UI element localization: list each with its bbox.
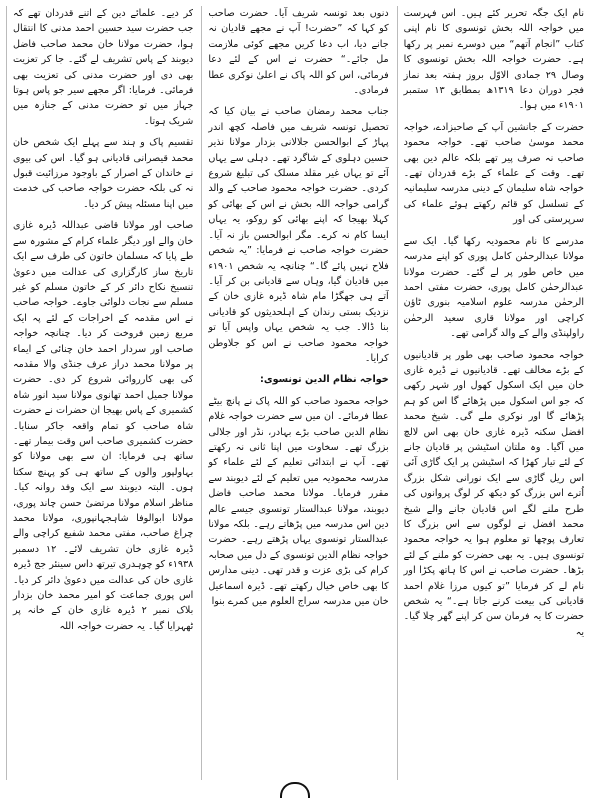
column-left [6,6,193,780]
paragraph: کر دیے۔ علمائے دین کے اتنے قدردان تھے کہ جب حضرت سید حسین احمد مدنی کا انتقال ہوا، حضرت مولانا خان محمد صاحب فاضل دیوبند کے پاس تشریف لے گئے۔ جا کر تعزیت بھی دی اور حضرت مدنی کی تعزیت بھی فرمائی۔ فرمایا: اگر مجھے سیر جو پاس ہوتا جہاز میں تو حضرت مدنی کے جنازہ میں شریک ہوتا۔ [13,8,194,127]
column-right [397,6,584,780]
paragraph: صاحب اور مولانا قاضی عبداللہ ڈیرہ غازی خان والے اور دیگر علماء کرام کے مشورہ سے طے پایا کہ مسلمان خاتون کی طرف سے ایک تاریخ ساز کارگزاری کی عدالت میں دعویٰ تنسیخ نکاح دائر کر کے خاتون مسلم کو غیر مسلم سے نجات دلوائی جاوے۔ خواجہ صاحب نے اس مقدمہ کے اخراجات کے لئے پہ ایک مربع زمین فروخت کر دیا۔ چنانچہ خواجہ صاحب اور سردار احمد خان چنائی کے ایماء پر مولانا محمد دراز عرف جنڈی والا مقدمہ کی بھی کارروائی شروع کر دی۔ حضرت مولانا جمیل احمد تھانوی مولانا سید انور شاہ کشمیری کے پاس بھیجا ان حضرات نے حضرت شاہ صاحب کو تمام واقعہ جاکر سنایا۔ حضرت کشمیری صاحب اس وقت بیمار تھے۔ ساتھ ہی فرمایا: ان سے بھی مولانا کو بہاولپور والوں کے ساتھ ہی کو پہنچ سکتا ہوں۔ البتہ دیوبند سے ایک وفد روانہ کیا۔ مناظر اسلام مولانا مرتضیٰ حسن چاند پوری، مولانا ابوالوفا شاہجہانپوری، مولانا محمد چراغ صاحب، مفتی محمد شفیع کراچی والے ڈیرہ غازی خان تشریف لائے۔ ۱۲ دسمبر ۱۹۳۸ء کو چوہدری تیرتھ داس سینئر جج ڈیرہ غازی خان کی عدالت میں دعویٰ دائر کر دیا۔ اس پوری جماعت کو امیر محمد خان بزدار بلاک نمبر ۲ ڈیرہ غازی خان کے خانہ پر ٹھہرایا گیا۔ یہ حضرت خواجہ اللہ [13,220,194,632]
section-heading: خواجہ نظام الدین تونسوی: [260,374,389,386]
paragraph: جناب محمد رمضان صاحب نے بیان کیا کہ تحصیل تونسہ شریف میں فاصلہ کچھ اندر پہاڑ کے ابوالحسن جلالانی بزدار مولانا نذیر حسین دہلوی کے شاگرد تھے۔ دہلی سے یہاں آئے تو یہاں غیر مقلد مسلک کی تبلیغ شروع کردی۔ حضرت خواجہ محمود صاحب کے والد گرامی خواجہ اللہ بخش نے اس کے بھائی کو کہلا بھیجا کہ اپنے بھائی کو روکو، یہ یہاں ایسا کام نہ کرے۔ مگر ابوالحسن باز نہ آیا۔ حضرت خواجہ صاحب نے فرمایا: ”یہ شخص فلاح نہیں پائے گا۔“ چنانچہ یہ شخص ۱۹۰۱ء میں قادیان گیا، وہاں سے قادیانی بن کر آیا۔ آتے ہی جھگڑا مام شاہ ڈیرہ غازی خان کے نزدیک بستی رندان کے اہلحدیثوں کو قادیانی بنا ڈالا۔ جب یہ شخص یہاں واپس آیا تو خواجہ محمود صاحب نے اس کو جلاوطن کرایا۔ [208,106,389,364]
paragraph: نام ایک جگہ تحریر کئے ہیں۔ اس فہرست میں خواجہ اللہ بخش تونسوی کا نام اپنی کتاب ”انجام آتھم“ میں دوسرے نمبر پر رکھا ہے۔ حضرت خواجہ اللہ بخش تونسوی کا وصال ۲۹ جمادی الاوّل بروز ہفتہ بعد نماز فجر دوران دعا ۱۳۱۹ھ بمطابق ۱۳ ستمبر ۱۹۰۱ء میں ہوا۔ [403,8,584,112]
paragraph: دنوں بعد تونسہ شریف آیا۔ حضرت صاحب کو کہا کہ ”حضرت! آپ نے مجھے قادیان نہ جانے دیا، اب دعا کریں مجھے کوئی ملازمت مل جائے۔“ حضرت نے اس کے لئے دعا فرمائی، اس کو اللہ پاک نے اعلیٰ نوکری عطا فرمادی۔ [208,8,389,97]
paragraph: خواجہ محمود صاحب بھی طور پر قادیانیوں کے بڑے مخالف تھے۔ قادیانیوں نے ڈیرہ غازی خان میں ایک اسکول کھول اور شہر رکھی کہ جو اس اسکول میں پڑھائے گا اس کو ہم پڑھائے گا اور نوکری ملے گی۔ شیخ محمد افضل سکنہ ڈیرہ غازی خان بھی اس لالچ میں آگیا۔ وہ ملتان اسٹیشن پر قادیان جانے کے لئے تیار کھڑا کہ اسٹیشن پر ایک گاڑی آئی اس ریل گاڑی سے ایک نورانی شکل بزرگ اُترے اس بزرگ کو دیکھ کر لوگ پروانوں کی طرح ملنے لگے اس قادیان جانے والے شیخ محمد افضل نے لوگوں سے اس بزرگ کا تعارف پوچھا تو معلوم ہوا یہ خواجہ محمود تونسوی ہیں۔ یہ بھی حضرت کو ملنے کے لئے بڑھا۔ حضرت صاحب نے اس کا ہاتھ پکڑا اور نام لے کر فرمایا ”تو کیوں مرزا غلام احمد قادیانی کی بیعت کرنے جاتا ہے۔“ یہ شخص حضرت کا یہ فرمان سن کر اپنے گھر چلا گیا۔ یہ [403,349,584,638]
paragraph: حضرت کے جانشین آپ کے صاحبزادے، خواجہ محمد موسیٰ صاحب تھے۔ خواجہ محمود صاحب نہ صرف پیر تھے بلکہ عالم دین بھی تھے۔ وقت کے علماء کے بڑے قدردان تھے۔ خواجہ شاہ سلیمان کے دینی مدرسہ سلیمانیہ کے تسلسل کو قائم رکھتے ہوئے علماء کی سرپرستی کی اور [403,121,584,226]
paragraph: خواجہ محمود صاحب کو اللہ پاک نے پانچ بیٹے عطا فرمائے۔ ان میں سے حضرت خواجہ غلام نظام الدین صاحب بڑے بہادر، نڈر اور جلالی بزرگ تھے۔ سخاوت میں اپنا ثانی نہ رکھتے تھے۔ آپ نے ابتدائی تعلیم کے لئے علماء کو مدرسہ محمودیہ میں تعلیم کے لئے دیوبند سے مقرر فرمایا۔ مولانا محمد صاحب فاضل دیوبند، مولانا عبدالستار تونسوی جیسے عالم دین اس مدرسہ میں پڑھاتے رہے۔ بلکہ مولانا عبدالستار تونسوی یہاں پڑھتے رہے۔ حضرت خواجہ نظام الدین تونسوی کے دل میں صحابہ کرام کی بڑی عزت و قدر تھی۔ دینی مدارس کا بھی خاص خیال رکھتے تھے۔ ڈیرہ اسماعیل خان میں مدرسہ سراج العلوم میں کمرے بنوا [208,395,389,608]
page-number-ornament-icon [280,782,310,798]
paragraph: مدرسے کا نام محمودیہ رکھا گیا۔ ایک سے مولانا عبدالرحمٰن کامل پوری کو اپنے مدرسہ میں خاص طور پر لے گئے۔ حضرت مولانا عبدالرحمٰن کامل پوری، حضرت مفتی احمد الرحمٰن مدرسہ علوم اسلامیہ بنوری ٹاؤن کراچی اور مولانا قاری سعید الرحمٰن راولپنڈی والے کے والد گرامی تھے۔ [403,235,584,340]
paragraph: تقسیم پاک و ہند سے پہلے ایک شخص خان محمد قیصرانی قادیانی ہو گیا۔ اس کی بیوی نے خاندان کے اصرار کے باوجود مرزائیت قبول نہ کی بلکہ حضرت خواجہ صاحب کی خدمت میں اپنا مسئلہ پیش کر دیا۔ [13,137,194,210]
column-middle [201,6,388,780]
